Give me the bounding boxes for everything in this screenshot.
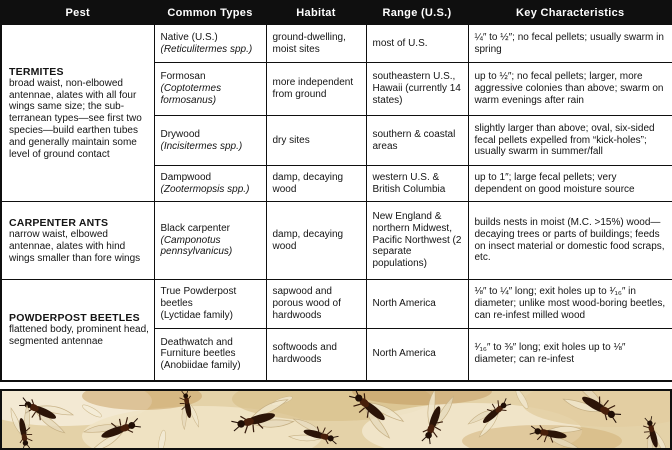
habitat-cell: damp, decaying wood bbox=[266, 202, 366, 280]
key-characteristics-cell: builds nests in moist (M.C. >15%) wood—decaying trees or parts of buildings; feeds on insect material or domestic food scraps, etc. bbox=[468, 202, 672, 280]
pest-group-termites bbox=[1, 25, 154, 202]
pest-group-title: TERMITES bbox=[9, 65, 64, 78]
common-type-name: Drywood bbox=[160, 128, 200, 140]
common-type-cell bbox=[154, 116, 266, 166]
common-type-cell bbox=[154, 280, 266, 329]
common-type-name: Dampwood bbox=[160, 171, 212, 183]
habitat-cell: ground-dwelling, moist sites bbox=[266, 25, 366, 63]
common-type-family-name: (Anobiidae family) bbox=[160, 360, 241, 372]
common-type-scientific-name: (Zootermopsis spp.) bbox=[160, 183, 250, 195]
range-cell: southeastern U.S., Hawaii (currently 14 states) bbox=[366, 63, 468, 116]
pest-group-carpenter-ants bbox=[1, 202, 154, 280]
common-type-cell bbox=[154, 63, 266, 116]
termite-photo bbox=[0, 389, 672, 450]
common-type-cell bbox=[154, 25, 266, 63]
common-type-scientific-name: (Reticulitermes spp.) bbox=[160, 43, 253, 55]
common-type-name: True Powderpost beetles bbox=[160, 286, 237, 310]
table-header-row bbox=[1, 1, 672, 25]
table-row bbox=[1, 25, 672, 63]
common-type-name: Native (U.S.) bbox=[160, 31, 218, 43]
habitat-cell: softwoods and hardwoods bbox=[266, 329, 366, 381]
pest-group-powderpost-beetles bbox=[1, 280, 154, 381]
common-type-scientific-name: (Coptotermes formosanus) bbox=[160, 83, 222, 106]
range-cell: southern & coastal areas bbox=[366, 116, 468, 166]
key-characteristics-cell: up to 1″; large fecal pellets; very dependent on good moisture source bbox=[468, 166, 672, 202]
common-type-family-name: (Lyctidae family) bbox=[160, 309, 233, 321]
range-cell: North America bbox=[366, 280, 468, 329]
range-cell: western U.S. & British Columbia bbox=[366, 166, 468, 202]
table-row bbox=[1, 280, 672, 329]
pest-group-description: broad waist, non-elbowed antennae, alates with all four wings same size; the sub-terranean types—see first two species—build earthen tubes and generally maintain some level of ground contact bbox=[9, 77, 142, 160]
common-type-scientific-name: (Incisitermes spp.) bbox=[160, 140, 243, 152]
range-cell: most of U.S. bbox=[366, 25, 468, 63]
common-type-scientific-name: (Camponotus pennsylvanicus) bbox=[160, 234, 233, 258]
habitat-cell: more independent from ground bbox=[266, 63, 366, 116]
column-header-key-characteristics: Key Characteristics bbox=[468, 1, 672, 25]
common-type-cell bbox=[154, 202, 266, 280]
column-header-common-types: Common Types bbox=[154, 1, 266, 25]
common-type-name: Black carpenter bbox=[160, 222, 230, 234]
key-characteristics-cell: ¼″ to ½″; no fecal pellets; usually swarm in spring bbox=[468, 25, 672, 63]
range-cell: North America bbox=[366, 329, 468, 381]
key-characteristics-cell: ⅛″ to ¼″ long; exit holes up to ¹⁄₁₆″ in diameter; unlike most wood-boring beetles, can re-infest milled wood bbox=[468, 280, 672, 329]
key-characteristics-cell: ¹⁄₁₆″ to ⅜″ long; exit holes up to ⅛″ diameter; can re-infest bbox=[468, 329, 672, 381]
habitat-cell: sapwood and porous wood of hardwoods bbox=[266, 280, 366, 329]
termite-photo-illustration bbox=[2, 391, 670, 448]
common-type-cell bbox=[154, 329, 266, 381]
pest-group-title: POWDERPOST BEETLES bbox=[9, 311, 140, 324]
pest-group-description: flattened body, prominent head, segmented antennae bbox=[9, 324, 149, 347]
key-characteristics-cell: slightly larger than above; oval, six-sided fecal pellets expelled from “kick-holes”; usually swarm in summer/fall bbox=[468, 116, 672, 166]
habitat-cell: dry sites bbox=[266, 116, 366, 166]
column-header-range: Range (U.S.) bbox=[366, 1, 468, 25]
habitat-cell: damp, decaying wood bbox=[266, 166, 366, 202]
column-header-habitat: Habitat bbox=[266, 1, 366, 25]
common-type-name: Deathwatch and Furniture beetles bbox=[160, 336, 236, 360]
range-cell: New England & northern Midwest, Pacific Northwest (2 separate populations) bbox=[366, 202, 468, 280]
pest-group-description: narrow waist, elbowed antennae, alates with hind wings smaller than fore wings bbox=[9, 228, 141, 264]
column-header-pest: Pest bbox=[1, 1, 154, 25]
pest-group-title: CARPENTER ANTS bbox=[9, 216, 109, 229]
key-characteristics-cell: up to ½″; no fecal pellets; larger, more aggressive colonies than above; swarm on warm evenings after rain bbox=[468, 63, 672, 116]
table-row bbox=[1, 202, 672, 280]
common-type-name: Formosan bbox=[160, 71, 206, 83]
common-type-cell bbox=[154, 166, 266, 202]
